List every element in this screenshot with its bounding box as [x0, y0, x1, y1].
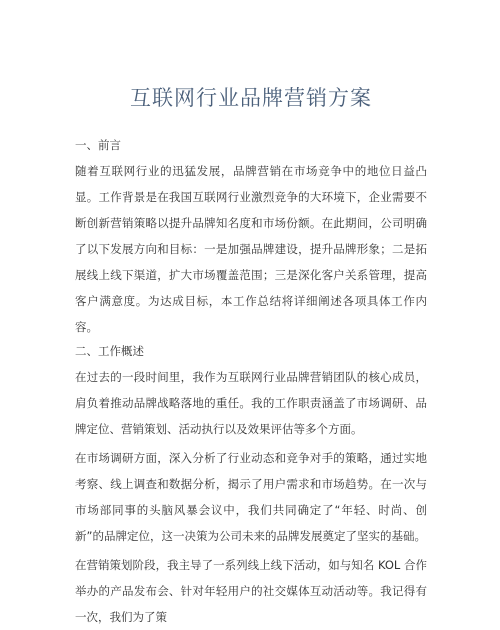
section-work-overview	[75, 343, 427, 630]
section-heading: 一、前言	[75, 138, 121, 152]
paragraph: 随着互联网行业的迅猛发展，品牌营销在市场竞争中的地位日益凸显。工作背景是在我国互联网行业激烈竞争的大环境下，企业需要不断创新营销策略以提升品牌知名度和市场份额。在此期间，公司明确了以下发展方向和目标：一是加强品牌建设，提升品牌形象；二是拓展线上线下渠道，扩大市场覆盖范围；三是深化客户关系管理，提高客户满意度。为达成目标，本工作总结将详细阐述各项具体工作内容。	[75, 164, 427, 334]
section-preface	[75, 137, 427, 340]
document-title: 互联网行业品牌营销方案	[130, 86, 372, 110]
paragraph: 在市场调研方面，深入分析了行业动态和竞争对手的策略，通过实地考察、线上调查和数据分析，揭示了用户需求和市场趋势。在一次与市场部同事的头脑风暴会议中，我们共同确定了“年轻、时尚、创新”的品牌定位，这一决策为公司未来的品牌发展奠定了坚实的基础。	[75, 451, 427, 543]
paragraph: 在营销策划阶段，我主导了一系列线上线下活动，如与知名 KOL 合作举办的产品发布会、针对年轻用户的社交媒体互动活动等。我记得有一次，我们为了策	[75, 558, 427, 624]
paragraph: 在过去的一段时间里，我作为互联网行业品牌营销团队的核心成员，肩负着推动品牌战略落地的重任。我的工作职责涵盖了市场调研、品牌定位、营销策划、活动执行以及效果评估等多个方面。	[75, 370, 427, 436]
section-heading: 二、工作概述	[75, 344, 144, 358]
